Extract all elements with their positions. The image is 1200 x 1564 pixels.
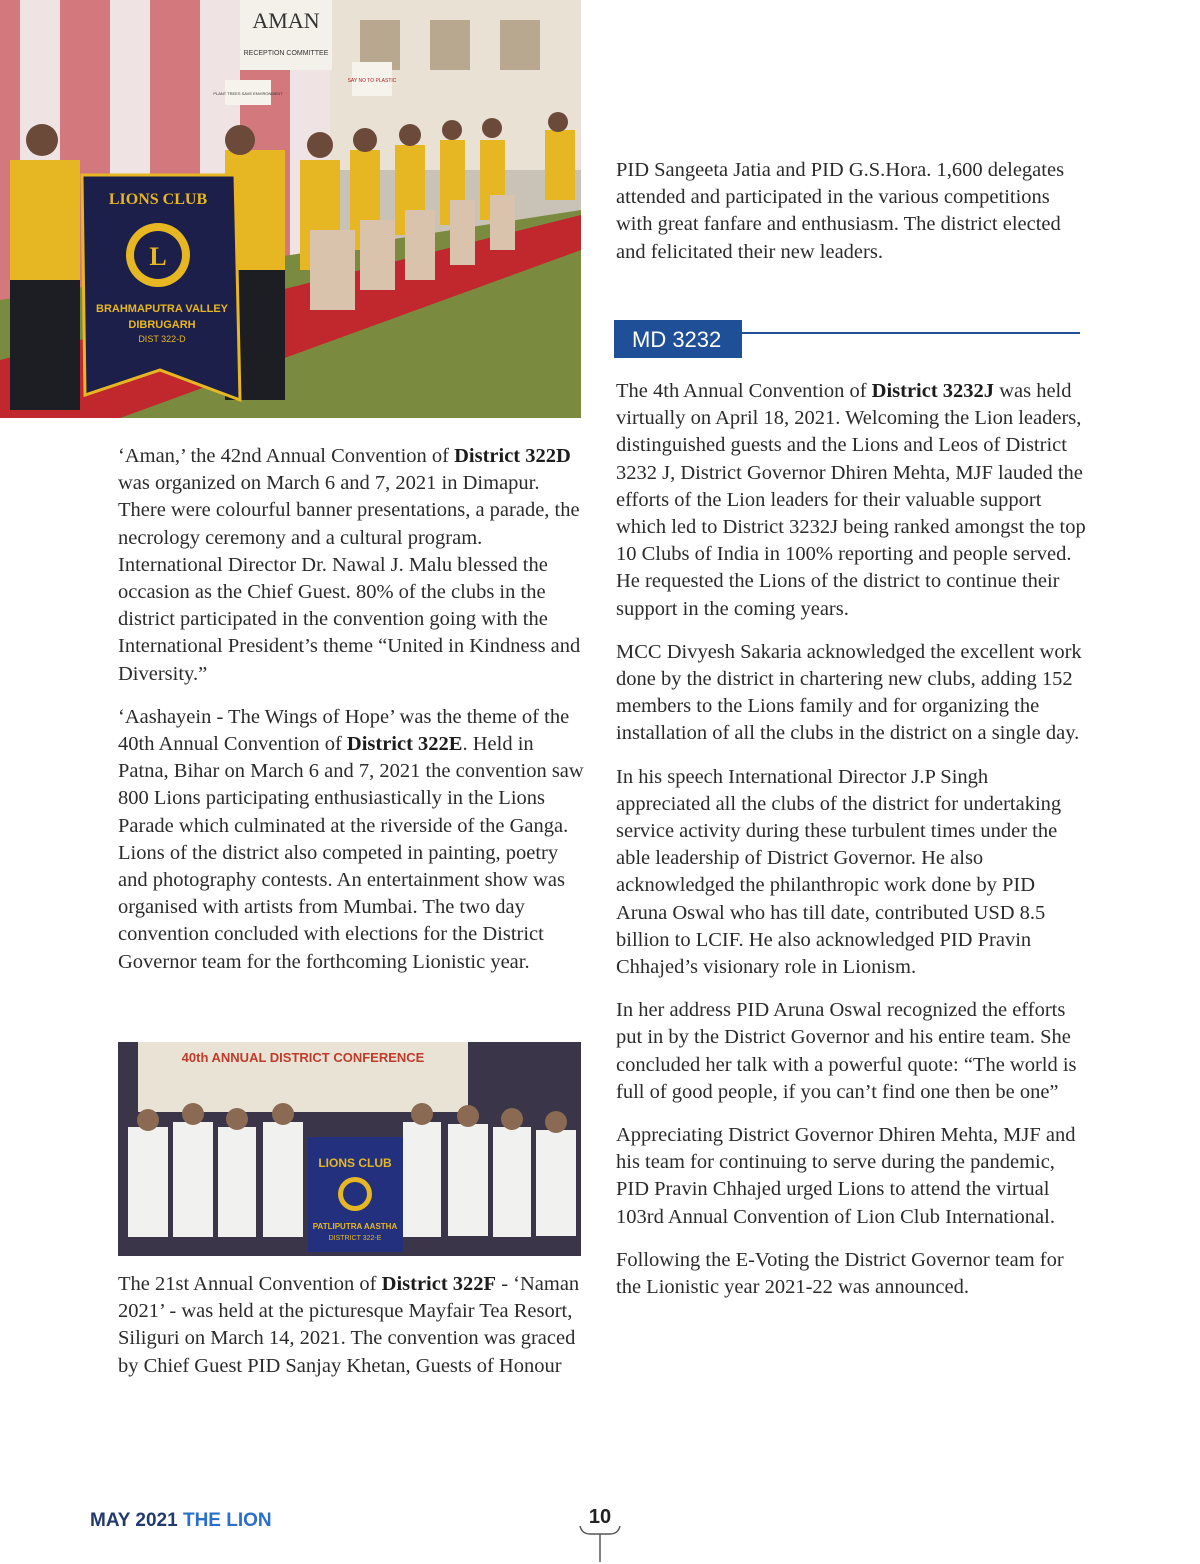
svg-text:L: L: [149, 242, 167, 271]
reception-banner-text: RECEPTION COMMITTEE: [243, 50, 329, 57]
page-number-ornament: [578, 1524, 622, 1564]
district-name: District 322E: [346, 733, 463, 756]
conference-photo: [118, 1042, 581, 1256]
text-run: was held virtually on April 18, 2021. Welcoming the Lion leaders, distinguished guests and the Lions and Leos of District 3232 J, District Governor Dhiren Mehta, MJF lauded the efforts of the Lion leaders for their valuable support which led to District 3232J being ranked amongst the top 10 Clubs of India in 100% reporting and people served. He requested the Lions of the district to continue their support in the coming years.: [616, 380, 1086, 620]
conference-illustration: [118, 1042, 581, 1256]
text-run: was organized on March 6 and 7, 2021 in Dimapur. There were colourful banner presentations, a parade, the necrology ceremony and a cultural program. International Director Dr. Nawal J. Malu blessed the occasion as the Chief Guest. 80% of the clubs in the district participated in the convention going with the International President’s theme “United in Kindness and Diversity.”: [118, 472, 581, 685]
parade-illustration: [0, 0, 581, 418]
parade-photo: [0, 0, 581, 418]
paragraph-district-3232j: [616, 378, 1086, 623]
paragraph-district-322f-continued: PID Sangeeta Jatia and PID G.S.Hora. 1,600 delegates attended and participated in the various competitions with great fanfare and enthusiasm. The district elected and felicitated their new leaders.: [616, 159, 1065, 263]
text-run: . Held in Patna, Bihar on March 6 and 7, 2021 the convention saw 800 Lions participating enthusiastically in the Lions Parade which culminated at the riverside of the Ganga. Lions of the district also competed in painting, poetry and photography contests. An entertainment show was organised with artists from Mumbai. The two day convention concluded with elections for the District Governor team for the forthcoming Lionistic year.: [118, 733, 584, 973]
paragraph-district-322e: [118, 704, 588, 976]
section-rule: [742, 332, 1080, 334]
aman-banner-title: AMAN: [252, 8, 320, 33]
left-column-continued: [118, 1271, 588, 1396]
paragraph-jp-singh: In his speech International Director J.P Singh appreciated all the clubs of the district for undertaking service activity during these turbulent times under the able leadership of District Governor. He also acknowledged the philanthropic work done by PID Aruna Oswal who has till date, contributed USD 8.5 billion to LCIF. He also acknowledged PID Pravin Chhajed’s visionary role in Lionism.: [616, 765, 1062, 979]
trees-sign: PLANT TREES SAVE ENVIRONMENT: [213, 91, 283, 96]
text-run: ‘Aman,’ the 42nd Annual Convention of: [118, 445, 455, 467]
left-column: [118, 443, 588, 992]
conference-banner: 40th ANNUAL DISTRICT CONFERENCE: [181, 1050, 425, 1065]
section-label: MD 3232: [614, 320, 742, 358]
footer-issue: [90, 1510, 272, 1532]
right-column: [616, 378, 1086, 1317]
district-name: District 322D: [454, 445, 571, 467]
page-number: 10: [588, 1506, 612, 1528]
flag-club-name: BRAHMAPUTRA VALLEY: [96, 303, 228, 315]
paragraph-aruna-oswal: In her address PID Aruna Oswal recognized the efforts put in by the District Governor and his entire team. She concluded her talk with a powerful quote: “The world is full of good people, if you can’t find one then be one”: [616, 999, 1077, 1103]
text-run: The 4th Annual Convention of: [616, 380, 872, 402]
conference-flag-district: DISTRICT 322-E: [328, 1235, 382, 1242]
flag-city: DIBRUGARH: [128, 319, 196, 331]
paragraph-district-322d: [118, 443, 588, 688]
text-run: ‘Aashayein - The Wings of Hope’ was the theme of the 40th Annual Convention of: [118, 705, 570, 756]
text-run: The 21st Annual Convention of: [118, 1273, 382, 1295]
paragraph-mcc-sakaria: MCC Divyesh Sakaria acknowledged the excellent work done by the district in chartering new clubs, adding 152 members to the Lions family and for organizing the installation of all the clubs in the district on a single day.: [616, 640, 1082, 745]
text-run: - ‘Naman 2021’ - was held at the picturesque Mayfair Tea Resort, Siliguri on March 14, 2021. The convention was graced by Chief Guest PID Sanjay Khetan, Guests of Honour: [118, 1273, 580, 1377]
footer-date: MAY 2021: [90, 1510, 178, 1531]
conference-flag-title: LIONS CLUB: [318, 1156, 392, 1170]
conference-flag-club: PATLIPUTRA AASTHA: [312, 1222, 398, 1231]
district-name: District 322F: [381, 1273, 497, 1295]
flag-title: LIONS CLUB: [108, 191, 208, 208]
right-column-top: [616, 157, 1086, 282]
district-name: District 3232J: [871, 380, 995, 402]
paragraph-district-322f: [118, 1271, 588, 1380]
paragraph-e-voting: Following the E-Voting the District Governor team for the Lionistic year 2021-22 was announced.: [616, 1248, 1064, 1299]
section-header: [614, 320, 1080, 360]
paragraph-pravin-chhajed: Appreciating District Governor Dhiren Mehta, MJF and his team for continuing to serve during the pandemic, PID Pravin Chhajed urged Lions to attend the virtual 103rd Annual Convention of Lion Club International.: [616, 1124, 1076, 1228]
flag-district: DIST 322-D: [138, 334, 186, 344]
footer-magazine-name: THE LION: [182, 1510, 272, 1531]
plastic-sign: SAY NO TO PLASTIC: [347, 78, 397, 84]
